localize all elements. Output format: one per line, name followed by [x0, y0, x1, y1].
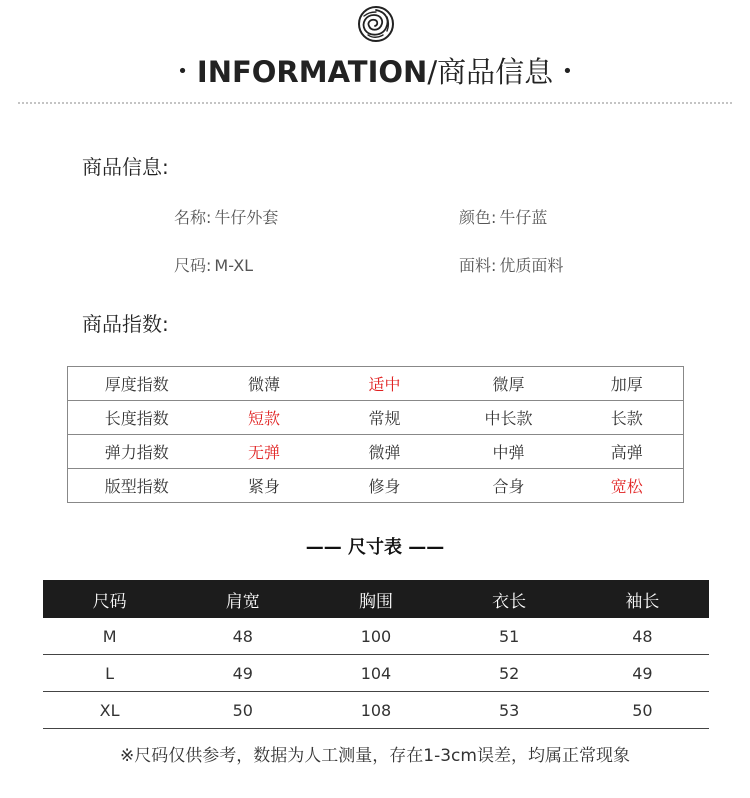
index-option: 适中 — [323, 367, 447, 401]
info-value: 优质面料 — [499, 256, 564, 275]
info-value: 牛仔蓝 — [499, 208, 548, 227]
index-row-name: 长度指数 — [68, 401, 206, 435]
size-chart-row — [43, 655, 709, 692]
info-value: M-XL — [214, 256, 254, 275]
size-cell: 50 — [176, 692, 309, 729]
page-title — [0, 52, 750, 92]
index-option: 宽松 — [571, 469, 684, 503]
info-label: 名称: — [174, 208, 212, 227]
size-cell: 52 — [443, 655, 576, 692]
size-column-header: 衣长 — [443, 580, 576, 618]
size-cell: XL — [43, 692, 176, 729]
index-option: 微薄 — [206, 367, 323, 401]
info-item-fabric — [459, 255, 563, 277]
size-chart-heading: —— 尺寸表 —— — [305, 537, 445, 558]
size-chart-header-row — [43, 580, 709, 618]
size-column-header: 肩宽 — [176, 580, 309, 618]
info-item-color — [459, 207, 547, 229]
size-cell: 104 — [309, 655, 442, 692]
index-option: 高弹 — [571, 435, 684, 469]
size-cell: 50 — [576, 692, 709, 729]
index-option: 常规 — [323, 401, 447, 435]
index-row — [68, 435, 684, 469]
size-cell: 49 — [576, 655, 709, 692]
info-value: 牛仔外套 — [214, 208, 279, 227]
size-footnote: ※尺码仅供参考，数据为人工测量，存在1-3cm误差，均属正常现象 — [120, 746, 630, 766]
product-info-heading: 商品信息: — [82, 155, 169, 179]
index-option: 中长款 — [447, 401, 571, 435]
index-option: 长款 — [571, 401, 684, 435]
index-row — [68, 401, 684, 435]
index-option: 微弹 — [323, 435, 447, 469]
size-cell: 51 — [443, 618, 576, 655]
info-label: 面料: — [459, 256, 497, 275]
index-row-name: 版型指数 — [68, 469, 206, 503]
size-cell: L — [43, 655, 176, 692]
size-cell: 53 — [443, 692, 576, 729]
info-label: 颜色: — [459, 208, 497, 227]
size-column-header: 尺码 — [43, 580, 176, 618]
size-column-header: 胸围 — [309, 580, 442, 618]
product-index-table — [67, 366, 684, 503]
index-option: 短款 — [206, 401, 323, 435]
index-option: 紧身 — [206, 469, 323, 503]
index-row — [68, 367, 684, 401]
size-column-header: 袖长 — [576, 580, 709, 618]
size-cell: 48 — [176, 618, 309, 655]
index-row — [68, 469, 684, 503]
index-option: 加厚 — [571, 367, 684, 401]
info-label: 尺码: — [174, 256, 212, 275]
index-option: 无弹 — [206, 435, 323, 469]
info-item-size — [174, 255, 253, 277]
size-chart-row — [43, 618, 709, 655]
size-chart-row — [43, 692, 709, 729]
size-cell: 48 — [576, 618, 709, 655]
size-cell: M — [43, 618, 176, 655]
product-index-heading: 商品指数: — [82, 312, 169, 336]
index-row-name: 厚度指数 — [68, 367, 206, 401]
title-english: INFORMATION — [196, 55, 428, 89]
size-cell: 49 — [176, 655, 309, 692]
size-chart-table — [43, 580, 709, 729]
size-cell: 108 — [309, 692, 442, 729]
size-cell: 100 — [309, 618, 442, 655]
info-item-name — [174, 207, 278, 229]
rose-logo-icon — [356, 4, 396, 44]
index-option: 微厚 — [447, 367, 571, 401]
title-bullet-left: • — [177, 61, 188, 82]
index-row-name: 弹力指数 — [68, 435, 206, 469]
index-option: 中弹 — [447, 435, 571, 469]
index-option: 修身 — [323, 469, 447, 503]
title-chinese: /商品信息 — [427, 55, 554, 89]
title-bullet-right: • — [562, 61, 573, 82]
dotted-divider — [18, 102, 732, 104]
index-option: 合身 — [447, 469, 571, 503]
